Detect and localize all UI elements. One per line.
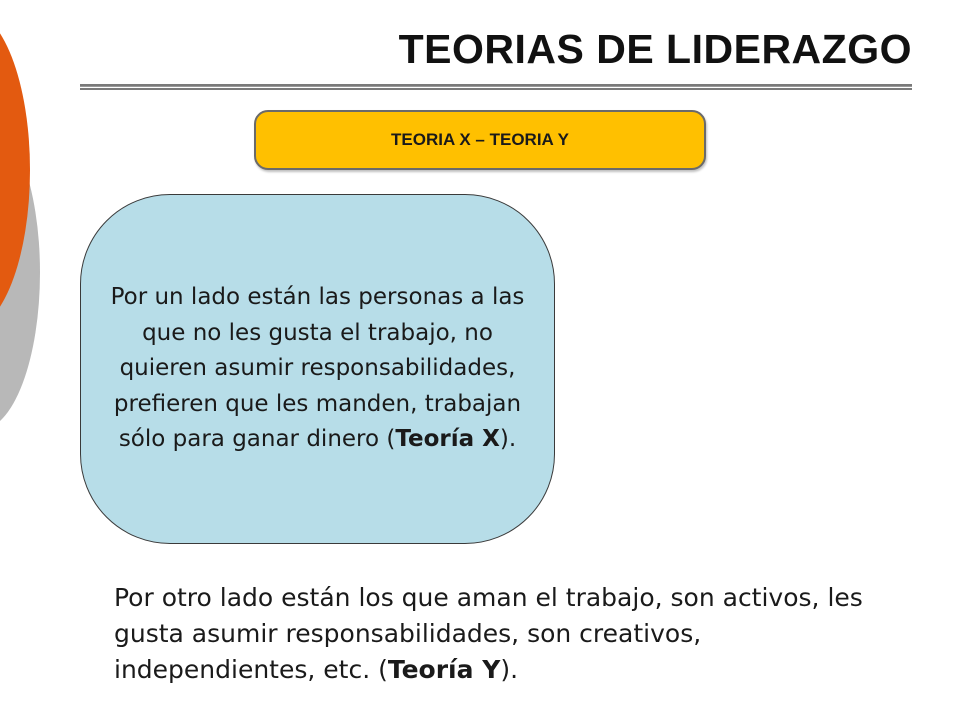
title-divider [80,84,912,90]
theory-y-text: Por otro lado están los que aman el trabajo, son activos, les gusta asumir responsabilidades, son creativos, independientes, etc. ( [114,583,863,684]
theory-badge [254,110,706,170]
theory-badge-label: TEORIA X – TEORIA Y [391,130,569,149]
theory-x-suffix: ). [499,426,517,453]
theory-x-paragraph [109,280,526,458]
theory-y-label: Teoría Y [387,655,501,684]
theory-x-callout [80,194,555,544]
theory-y-paragraph [114,580,904,688]
theory-y-suffix: ). [500,655,519,684]
theory-x-label: Teoría X [395,426,500,453]
slide-title: TEORIAS DE LIDERAZGO [398,26,912,72]
theory-x-text: Por un lado están las personas a las que no les gusta el trabajo, no quieren asumir responsabilidades, prefieren que les manden, trabajan sólo para ganar dinero ( [110,284,525,453]
